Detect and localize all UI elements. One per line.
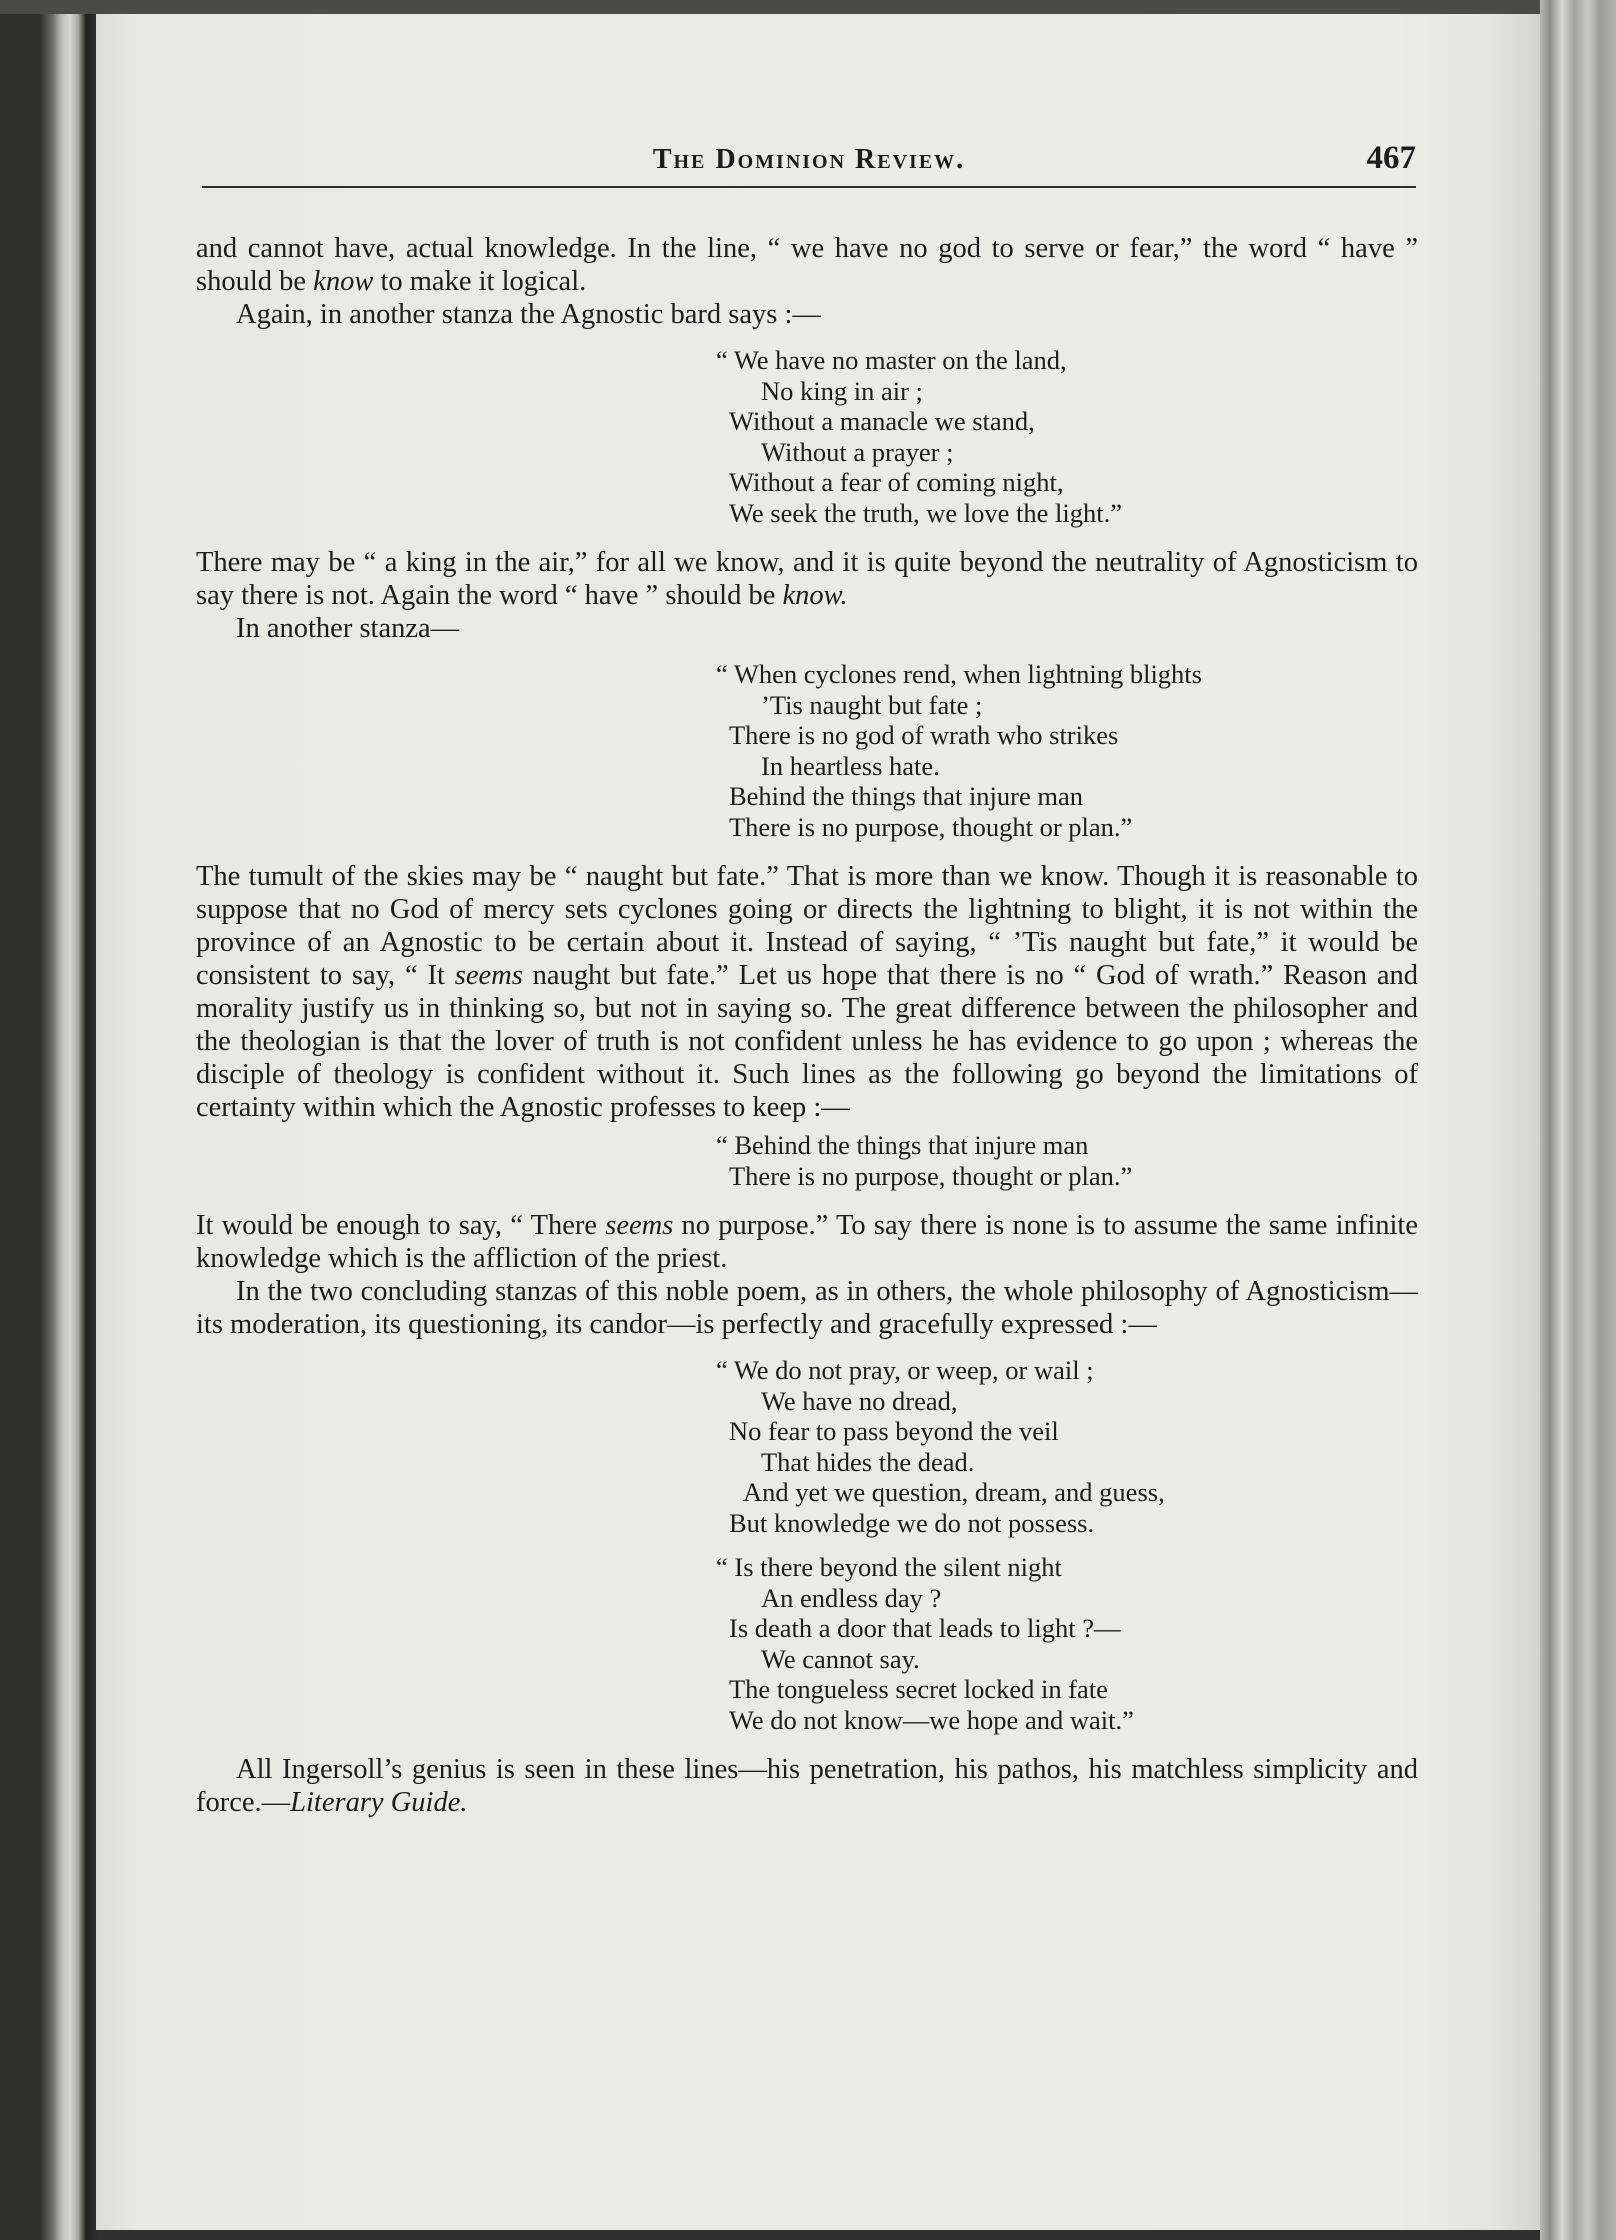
verse-line: “ We have no master on the land, (716, 345, 1067, 375)
verse-stanza-3 (716, 1130, 1418, 1191)
verse-line: There is no god of wrath who strikes (729, 720, 1119, 750)
text-run: naught but fate.” Let us hope that there is no “ God of wrath.” Reason and morality justify us in thinking so, but not in saying so. The great difference between the philosopher and the theologian is that the lover of truth is not confident unless he has evidence to go upon ; whereas the disciple of theology is confident without it. Such lines as the following go beyond the limitations of certainty within which the Agnostic professes to keep :— (196, 960, 1418, 1123)
text-run: There may be “ a king in the air,” for all we know, and it is quite beyond the neutrality of Agnosticism to say there is not. Again the word “ have ” should be (196, 547, 1418, 611)
verse-line: “ We do not pray, or weep, or wail ; (716, 1355, 1094, 1385)
top-edge (0, 0, 1616, 14)
verse-line: “ When cyclones rend, when lightning blights (716, 659, 1202, 689)
page-number: 467 (1366, 140, 1416, 176)
page-edges (1540, 0, 1616, 2240)
paragraph-6 (196, 1209, 1418, 1275)
verse-line: We seek the truth, we love the light.” (729, 497, 1123, 528)
verse-stanza-1 (716, 345, 1418, 528)
emphasis: know. (782, 580, 848, 611)
article-body (196, 232, 1418, 1819)
paragraph-2: Again, in another stanza the Agnostic bard says :— (236, 299, 821, 330)
emphasis: seems (454, 960, 523, 991)
text-run: no purpose.” To say there is none is to assume the same infinite knowledge which is the affliction of the priest. (196, 1210, 1418, 1274)
verse-line: The tongueless secret locked in fate (729, 1674, 1108, 1704)
verse-line: We do not know—we hope and wait.” (729, 1704, 1134, 1735)
verse-line: And yet we question, dream, and guess, (743, 1477, 1165, 1507)
verse-line: No fear to pass beyond the veil (729, 1416, 1059, 1446)
verse-line: ’Tis naught but fate ; (761, 689, 983, 720)
verse-line: There is no purpose, thought or plan.” (729, 811, 1133, 842)
verse-line: That hides the dead. (761, 1446, 975, 1477)
text-run: The tumult of the skies may be “ naught but fate.” That is more than we know. Though it is reasonable to suppose that no God of mercy sets cyclones going or directs the lightning to blight, it is not within the province of an Agnostic to be certain about it. Instead of saying, “ ’Tis naught but fate,” it would be consistent to say, “ It (196, 861, 1418, 991)
verse-line: In heartless hate. (761, 750, 940, 781)
verse-line: “ Behind the things that injure man (716, 1130, 1089, 1160)
paragraph-7: In the two concluding stanzas of this noble poem, as in others, the whole philosophy of Agnosticism—its moderation, its questioning, its candor—is perfectly and gracefully expressed :— (196, 1276, 1418, 1340)
verse-line: We have no dread, (761, 1385, 958, 1416)
verse-line: There is no purpose, thought or plan.” (729, 1160, 1133, 1191)
emphasis: seems (605, 1210, 674, 1241)
verse-line: Is death a door that leads to light ?— (729, 1613, 1121, 1643)
verse-line: No king in air ; (761, 375, 923, 406)
paragraph-4: In another stanza— (236, 613, 460, 644)
emphasis: know (313, 266, 374, 297)
verse-stanza-2 (716, 659, 1418, 842)
verse-line: We cannot say. (761, 1643, 920, 1674)
verse-line: Behind the things that injure man (729, 781, 1084, 811)
verse-line: Without a fear of coming night, (729, 467, 1064, 497)
page-header (202, 140, 1416, 184)
verse-line: Without a prayer ; (761, 436, 954, 467)
source-citation: Literary Guide. (290, 1787, 468, 1818)
stanza-gap (729, 1538, 1418, 1552)
text-run: to make it logical. (373, 266, 587, 297)
verse-line: But knowledge we do not possess. (729, 1507, 1095, 1538)
paragraph-5 (196, 860, 1418, 1124)
text-run: and cannot have, actual knowledge. In the line, “ we have no god to serve or fear,” the word “ have ” should be (196, 233, 1418, 297)
verse-line: Without a manacle we stand, (729, 406, 1035, 436)
verse-stanza-4 (716, 1355, 1418, 1735)
paragraph-1 (196, 232, 1418, 298)
paragraph-8 (196, 1753, 1418, 1819)
verse-line: An endless day ? (761, 1582, 942, 1613)
running-head: The Dominion Review. (652, 144, 966, 175)
text-run: It would be enough to say, “ There (196, 1210, 606, 1241)
header-rule (202, 186, 1416, 188)
text-run: All Ingersoll’s genius is seen in these lines—his penetration, his pathos, his matchless simplicity and force.— (196, 1754, 1418, 1818)
verse-line: “ Is there beyond the silent night (716, 1552, 1062, 1582)
paragraph-3 (196, 546, 1418, 612)
